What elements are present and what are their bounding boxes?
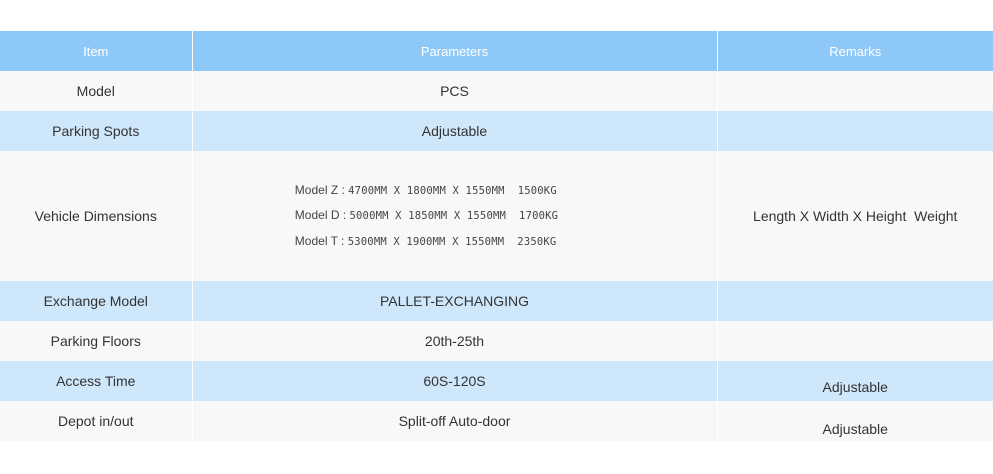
- row-remarks: Length X Width X Height Weight: [717, 151, 993, 281]
- header-remarks: Remarks: [717, 31, 993, 71]
- table-header-row: [0, 31, 993, 71]
- dimension-line-model-d: [295, 203, 558, 229]
- row-item: Vehicle Dimensions: [0, 151, 192, 281]
- dimension-value: 4700MM X 1800MM X 1550MM 1500KG: [348, 184, 557, 197]
- row-remarks: [717, 361, 993, 401]
- dimension-label: Model Z :: [294, 182, 345, 197]
- remark-text: Adjustable: [822, 379, 888, 395]
- row-remarks: [717, 71, 993, 111]
- table-row: [0, 401, 993, 441]
- dimension-label: Model D :: [294, 208, 347, 223]
- table-row: [0, 361, 993, 401]
- row-parameters: PCS: [192, 71, 717, 111]
- row-item: Model: [0, 71, 192, 111]
- row-parameters: 20th-25th: [192, 321, 717, 361]
- row-remarks: [717, 281, 993, 321]
- row-parameters: 60S-120S: [192, 361, 717, 401]
- row-item: Parking Floors: [0, 321, 192, 361]
- row-item: Depot in/out: [0, 401, 192, 441]
- remark-text: Adjustable: [822, 421, 888, 437]
- header-item: Item: [0, 31, 192, 71]
- dimension-line-model-t: [295, 229, 558, 255]
- dimension-label: Model T :: [294, 233, 345, 248]
- dimension-line-model-z: [295, 178, 558, 204]
- row-item: Parking Spots: [0, 111, 192, 151]
- vehicle-dimensions-list: [295, 178, 558, 255]
- row-parameters: Split-off Auto-door: [192, 401, 717, 441]
- specifications-table: [0, 31, 993, 441]
- row-item: Exchange Model: [0, 281, 192, 321]
- row-item: Access Time: [0, 361, 192, 401]
- row-remarks: [717, 321, 993, 361]
- row-parameters: [192, 151, 717, 281]
- table-row: [0, 71, 993, 111]
- header-parameters: Parameters: [192, 31, 717, 71]
- dimension-value: 5000MM X 1850MM X 1550MM 1700KG: [349, 210, 559, 223]
- table-row: [0, 151, 993, 281]
- table-row: [0, 281, 993, 321]
- dimension-value: 5300MM X 1900MM X 1550MM 2350KG: [347, 235, 557, 248]
- row-parameters: Adjustable: [192, 111, 717, 151]
- row-remarks: [717, 111, 993, 151]
- table-row: [0, 321, 993, 361]
- table-row: [0, 111, 993, 151]
- row-parameters: PALLET-EXCHANGING: [192, 281, 717, 321]
- row-remarks: [717, 401, 993, 441]
